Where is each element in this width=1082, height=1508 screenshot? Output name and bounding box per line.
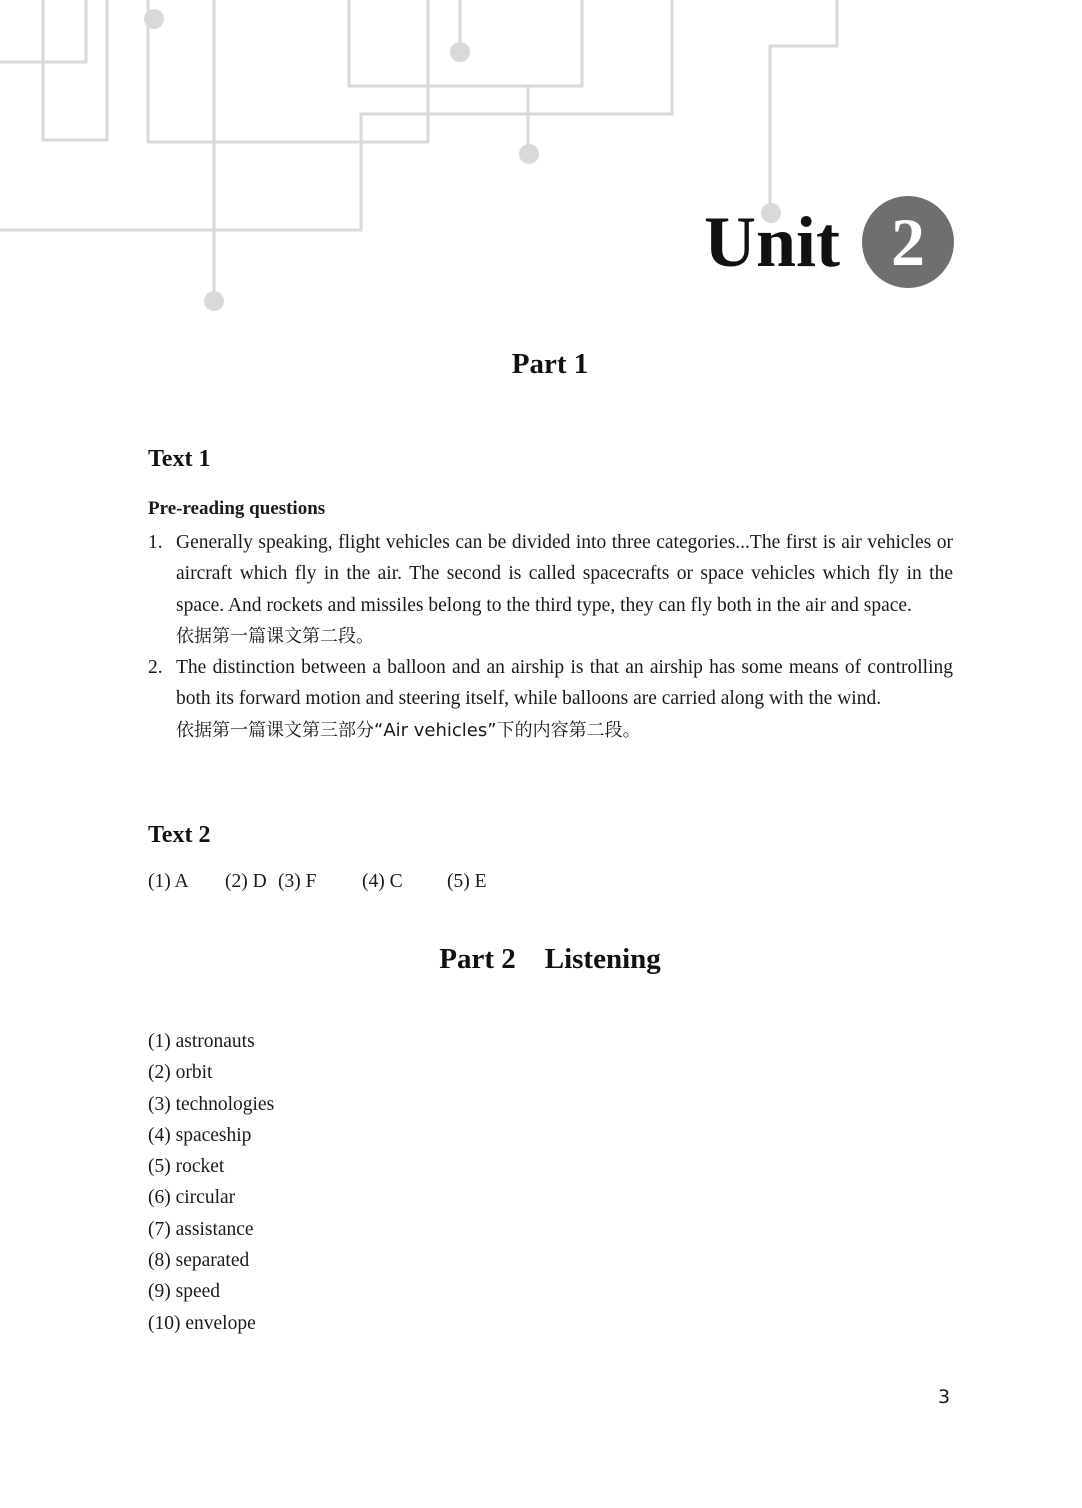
unit-word: Unit (704, 202, 841, 282)
part2-title: Part 2 Listening (439, 943, 661, 975)
answer-item: (4) C (362, 871, 403, 892)
listening-answer-item: (3) technologies (148, 1093, 275, 1115)
listening-answer-item: (10) envelope (148, 1312, 256, 1334)
question-answer-text: The distinction between a balloon and an airship is that an airship has some means of controlling both its forward motion and steering itself, while balloons are carried along with the wind. (176, 657, 953, 710)
listening-answer-item: (8) separated (148, 1250, 250, 1272)
question-source-note: 依据第一篇课文第三部分“Air vehicles”下的内容第二段。 (176, 719, 641, 741)
text2-answers (148, 871, 487, 893)
question-number: 1. (148, 532, 163, 553)
pre-reading-subheading: Pre-reading questions (148, 498, 326, 519)
part1-title: Part 1 (511, 348, 589, 380)
listening-answer-item: (7) assistance (148, 1218, 254, 1240)
listening-answer-item: (2) orbit (148, 1062, 213, 1084)
text2-heading: Text 2 (148, 822, 211, 848)
question-item (148, 527, 953, 652)
question-answer-text: Generally speaking, flight vehicles can be divided into three categories...The first is air vehicles or aircraft which fly in the air. The second is called spacecrafts or space vehicles which fly in the space. And rockets and missiles belong to the third type, they can fly both in the air and space. (176, 532, 953, 616)
question-item (148, 652, 953, 746)
text1-heading: Text 1 (148, 446, 211, 472)
answer-item: (1) A (148, 871, 189, 892)
unit-heading (704, 196, 954, 288)
question-list (148, 527, 953, 746)
listening-answer-item: (1) astronauts (148, 1031, 255, 1052)
page-number: 3 (938, 1386, 951, 1408)
answer-item: (3) F (278, 871, 317, 892)
unit-number-badge: 2 (862, 196, 954, 288)
answer-item: (2) D (225, 871, 267, 892)
listening-answer-item: (9) speed (148, 1281, 221, 1303)
answer-item: (5) E (447, 871, 487, 892)
listening-answer-item: (4) spaceship (148, 1124, 252, 1146)
listening-answer-item: (6) circular (148, 1187, 236, 1209)
question-source-note: 依据第一篇课文第二段。 (176, 625, 374, 647)
question-number: 2. (148, 657, 163, 679)
listening-answers (148, 1026, 274, 1339)
listening-answer-item: (5) rocket (148, 1156, 225, 1178)
